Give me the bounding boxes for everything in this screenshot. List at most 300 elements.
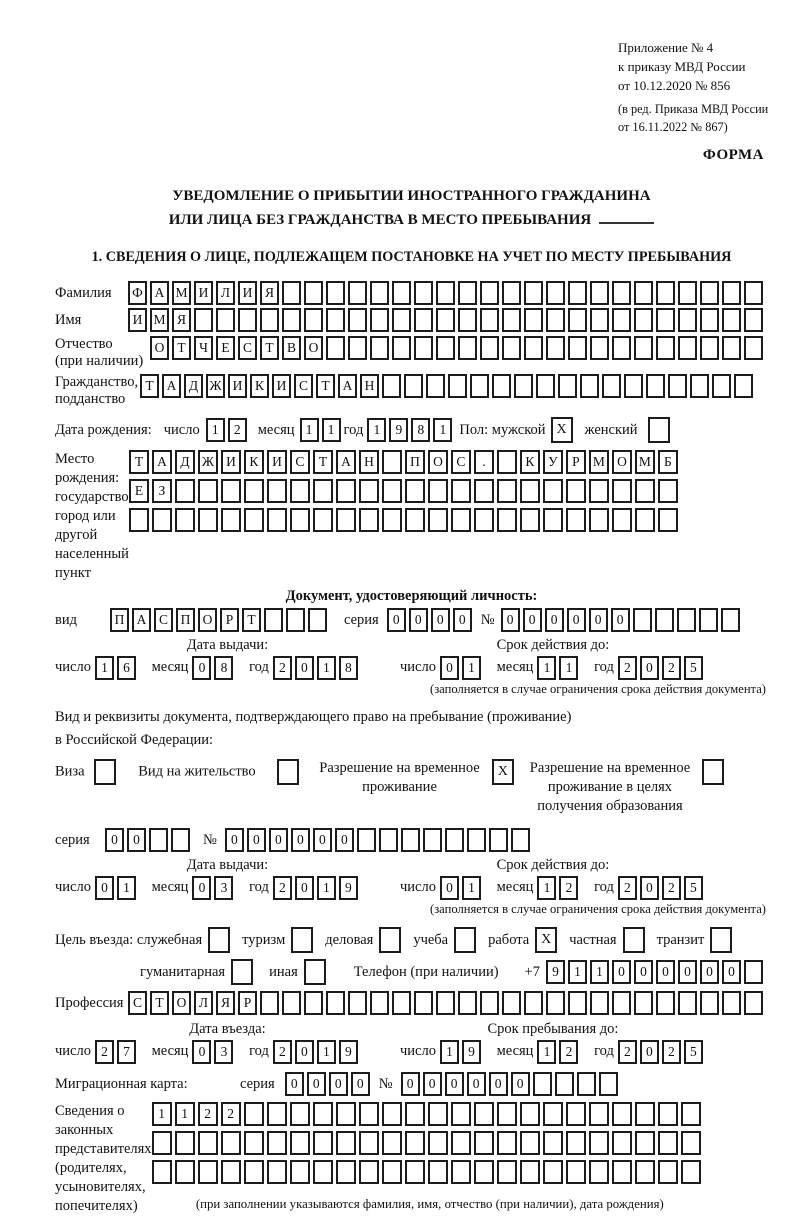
char-box[interactable]: 0 — [307, 1072, 326, 1096]
char-box[interactable] — [634, 991, 653, 1015]
char-box[interactable] — [700, 308, 719, 332]
char-box[interactable] — [744, 960, 763, 984]
char-box[interactable] — [448, 374, 467, 398]
char-box[interactable] — [221, 1160, 241, 1184]
char-box[interactable]: С — [238, 336, 257, 360]
char-box[interactable] — [382, 374, 401, 398]
char-box[interactable] — [656, 281, 675, 305]
char-box[interactable] — [382, 508, 402, 532]
char-box[interactable] — [474, 1160, 494, 1184]
char-box[interactable] — [492, 374, 511, 398]
char-box[interactable]: 2 — [221, 1102, 241, 1126]
char-box[interactable] — [511, 828, 530, 852]
char-box[interactable] — [722, 991, 741, 1015]
char-box[interactable]: И — [221, 450, 241, 474]
char-box[interactable]: К — [244, 450, 264, 474]
char-box[interactable] — [171, 828, 190, 852]
char-box[interactable]: 0 — [351, 1072, 370, 1096]
char-box[interactable] — [267, 1160, 287, 1184]
char-box[interactable]: 2 — [559, 876, 578, 900]
char-box[interactable] — [744, 308, 763, 332]
char-box[interactable] — [546, 336, 565, 360]
char-box[interactable] — [722, 308, 741, 332]
char-box[interactable]: М — [172, 281, 191, 305]
char-box[interactable]: 2 — [618, 656, 637, 680]
char-box[interactable] — [221, 1131, 241, 1155]
char-box[interactable] — [546, 281, 565, 305]
char-box[interactable] — [480, 308, 499, 332]
char-box[interactable]: 0 — [656, 960, 675, 984]
char-box[interactable]: Т — [150, 991, 169, 1015]
char-box[interactable]: 0 — [634, 960, 653, 984]
purpose-turizm-checkbox[interactable] — [291, 927, 313, 953]
char-box[interactable] — [423, 828, 442, 852]
char-box[interactable] — [326, 308, 345, 332]
char-box[interactable] — [451, 1102, 471, 1126]
char-box[interactable] — [290, 479, 310, 503]
char-box[interactable]: Л — [216, 281, 235, 305]
char-box[interactable]: О — [172, 991, 191, 1015]
char-box[interactable]: Т — [172, 336, 191, 360]
char-box[interactable] — [536, 374, 555, 398]
char-box[interactable] — [405, 1131, 425, 1155]
char-box[interactable]: И — [267, 450, 287, 474]
char-box[interactable]: Т — [140, 374, 159, 398]
char-box[interactable] — [382, 1160, 402, 1184]
char-box[interactable] — [392, 991, 411, 1015]
char-box[interactable]: 1 — [440, 1040, 459, 1064]
char-box[interactable] — [497, 1131, 517, 1155]
char-box[interactable]: 0 — [269, 828, 288, 852]
char-box[interactable]: 9 — [339, 1040, 358, 1064]
char-box[interactable]: С — [290, 450, 310, 474]
char-box[interactable] — [290, 508, 310, 532]
char-box[interactable] — [405, 1102, 425, 1126]
char-box[interactable] — [634, 308, 653, 332]
char-box[interactable] — [221, 479, 241, 503]
char-box[interactable] — [414, 991, 433, 1015]
char-box[interactable] — [744, 281, 763, 305]
char-box[interactable] — [612, 1102, 632, 1126]
char-box[interactable]: Т — [129, 450, 149, 474]
char-box[interactable] — [566, 1131, 586, 1155]
char-box[interactable]: 1 — [117, 876, 136, 900]
char-box[interactable]: А — [162, 374, 181, 398]
char-box[interactable] — [326, 991, 345, 1015]
char-box[interactable]: П — [405, 450, 425, 474]
char-box[interactable] — [244, 479, 264, 503]
char-box[interactable]: 1 — [95, 656, 114, 680]
char-box[interactable]: 8 — [214, 656, 233, 680]
char-box[interactable] — [244, 508, 264, 532]
char-box[interactable]: 9 — [389, 418, 408, 442]
char-box[interactable]: 0 — [453, 608, 472, 632]
char-box[interactable] — [566, 1102, 586, 1126]
char-box[interactable] — [700, 336, 719, 360]
char-box[interactable]: 1 — [206, 418, 225, 442]
char-box[interactable] — [129, 508, 149, 532]
char-box[interactable] — [313, 1160, 333, 1184]
char-box[interactable] — [520, 1102, 540, 1126]
temp-permit-checkbox[interactable]: X — [492, 759, 514, 785]
char-box[interactable] — [700, 281, 719, 305]
char-box[interactable] — [414, 308, 433, 332]
char-box[interactable]: Т — [313, 450, 333, 474]
char-box[interactable] — [458, 991, 477, 1015]
char-box[interactable] — [590, 308, 609, 332]
char-box[interactable]: Р — [566, 450, 586, 474]
char-box[interactable] — [589, 479, 609, 503]
char-box[interactable] — [700, 991, 719, 1015]
char-box[interactable]: 0 — [440, 656, 459, 680]
purpose-gumanitarnaya-checkbox[interactable] — [231, 959, 253, 985]
char-box[interactable] — [489, 828, 508, 852]
char-box[interactable] — [313, 508, 333, 532]
char-box[interactable] — [244, 1102, 264, 1126]
char-box[interactable]: 0 — [511, 1072, 530, 1096]
char-box[interactable] — [405, 479, 425, 503]
temp-edu-checkbox[interactable] — [702, 759, 724, 785]
char-box[interactable] — [566, 508, 586, 532]
char-box[interactable] — [566, 479, 586, 503]
char-box[interactable] — [326, 336, 345, 360]
char-box[interactable]: М — [150, 308, 169, 332]
char-box[interactable]: 2 — [273, 876, 292, 900]
char-box[interactable] — [357, 828, 376, 852]
char-box[interactable]: 1 — [559, 656, 578, 680]
char-box[interactable]: Ж — [198, 450, 218, 474]
char-box[interactable]: 0 — [467, 1072, 486, 1096]
char-box[interactable] — [336, 1131, 356, 1155]
char-box[interactable]: 0 — [335, 828, 354, 852]
char-box[interactable]: О — [428, 450, 448, 474]
char-box[interactable]: 1 — [433, 418, 452, 442]
char-box[interactable] — [681, 1160, 701, 1184]
char-box[interactable] — [744, 991, 763, 1015]
char-box[interactable] — [382, 479, 402, 503]
char-box[interactable] — [502, 336, 521, 360]
char-box[interactable] — [149, 828, 168, 852]
char-box[interactable]: 7 — [117, 1040, 136, 1064]
char-box[interactable] — [359, 479, 379, 503]
char-box[interactable]: 8 — [411, 418, 430, 442]
char-box[interactable] — [656, 336, 675, 360]
char-box[interactable]: К — [250, 374, 269, 398]
char-box[interactable] — [678, 308, 697, 332]
char-box[interactable] — [568, 281, 587, 305]
char-box[interactable]: 1 — [317, 876, 336, 900]
char-box[interactable] — [405, 1160, 425, 1184]
char-box[interactable] — [658, 508, 678, 532]
char-box[interactable] — [722, 336, 741, 360]
char-box[interactable] — [480, 281, 499, 305]
char-box[interactable] — [543, 1131, 563, 1155]
char-box[interactable] — [290, 1160, 310, 1184]
residence-checkbox[interactable] — [277, 759, 299, 785]
char-box[interactable]: 2 — [618, 1040, 637, 1064]
char-box[interactable]: А — [132, 608, 151, 632]
char-box[interactable] — [326, 281, 345, 305]
char-box[interactable] — [198, 1131, 218, 1155]
char-box[interactable] — [359, 1102, 379, 1126]
char-box[interactable] — [612, 1160, 632, 1184]
char-box[interactable] — [646, 374, 665, 398]
char-box[interactable]: Б — [658, 450, 678, 474]
char-box[interactable]: 1 — [462, 876, 481, 900]
char-box[interactable] — [590, 336, 609, 360]
char-box[interactable] — [436, 308, 455, 332]
char-box[interactable] — [267, 479, 287, 503]
char-box[interactable]: Н — [359, 450, 379, 474]
purpose-ucheba-checkbox[interactable] — [454, 927, 476, 953]
char-box[interactable] — [656, 308, 675, 332]
char-box[interactable] — [428, 479, 448, 503]
char-box[interactable] — [599, 1072, 618, 1096]
char-box[interactable] — [428, 1131, 448, 1155]
char-box[interactable]: 0 — [640, 1040, 659, 1064]
char-box[interactable] — [194, 308, 213, 332]
char-box[interactable]: 2 — [273, 656, 292, 680]
char-box[interactable]: 0 — [431, 608, 450, 632]
char-box[interactable] — [524, 308, 543, 332]
char-box[interactable] — [336, 1160, 356, 1184]
char-box[interactable]: 1 — [317, 1040, 336, 1064]
char-box[interactable]: 0 — [285, 1072, 304, 1096]
char-box[interactable] — [348, 991, 367, 1015]
char-box[interactable]: Р — [220, 608, 239, 632]
char-box[interactable]: И — [228, 374, 247, 398]
char-box[interactable] — [658, 1160, 678, 1184]
char-box[interactable] — [497, 479, 517, 503]
char-box[interactable] — [282, 308, 301, 332]
char-box[interactable] — [634, 281, 653, 305]
char-box[interactable] — [451, 508, 471, 532]
char-box[interactable] — [313, 1102, 333, 1126]
char-box[interactable] — [744, 336, 763, 360]
char-box[interactable] — [379, 828, 398, 852]
char-box[interactable] — [267, 1102, 287, 1126]
char-box[interactable] — [348, 281, 367, 305]
char-box[interactable] — [336, 508, 356, 532]
char-box[interactable]: С — [451, 450, 471, 474]
char-box[interactable] — [635, 479, 655, 503]
char-box[interactable] — [267, 508, 287, 532]
char-box[interactable]: 1 — [300, 418, 319, 442]
char-box[interactable] — [681, 1102, 701, 1126]
char-box[interactable] — [436, 281, 455, 305]
char-box[interactable] — [370, 991, 389, 1015]
char-box[interactable] — [568, 308, 587, 332]
char-box[interactable] — [497, 1102, 517, 1126]
char-box[interactable] — [175, 1131, 195, 1155]
char-box[interactable] — [635, 1160, 655, 1184]
char-box[interactable]: 0 — [225, 828, 244, 852]
char-box[interactable]: 0 — [291, 828, 310, 852]
char-box[interactable] — [286, 608, 305, 632]
char-box[interactable]: 0 — [678, 960, 697, 984]
char-box[interactable] — [308, 608, 327, 632]
char-box[interactable] — [612, 281, 631, 305]
char-box[interactable]: С — [294, 374, 313, 398]
sex-female-checkbox[interactable] — [648, 417, 670, 443]
char-box[interactable] — [260, 308, 279, 332]
char-box[interactable]: 1 — [537, 1040, 556, 1064]
char-box[interactable]: 2 — [559, 1040, 578, 1064]
char-box[interactable] — [524, 336, 543, 360]
char-box[interactable] — [543, 508, 563, 532]
char-box[interactable] — [633, 608, 652, 632]
char-box[interactable]: М — [635, 450, 655, 474]
char-box[interactable]: О — [612, 450, 632, 474]
char-box[interactable]: 1 — [537, 876, 556, 900]
char-box[interactable] — [370, 336, 389, 360]
char-box[interactable]: П — [110, 608, 129, 632]
char-box[interactable]: 0 — [501, 608, 520, 632]
char-box[interactable]: 0 — [295, 656, 314, 680]
char-box[interactable] — [612, 308, 631, 332]
char-box[interactable] — [359, 1131, 379, 1155]
char-box[interactable]: 0 — [445, 1072, 464, 1096]
char-box[interactable] — [520, 508, 540, 532]
char-box[interactable] — [514, 374, 533, 398]
char-box[interactable]: 1 — [152, 1102, 172, 1126]
char-box[interactable] — [589, 1102, 609, 1126]
char-box[interactable]: 1 — [537, 656, 556, 680]
char-box[interactable] — [566, 1160, 586, 1184]
char-box[interactable] — [655, 608, 674, 632]
char-box[interactable] — [458, 281, 477, 305]
char-box[interactable] — [348, 336, 367, 360]
char-box[interactable]: 0 — [192, 1040, 211, 1064]
char-box[interactable] — [458, 336, 477, 360]
char-box[interactable]: О — [304, 336, 323, 360]
char-box[interactable] — [198, 508, 218, 532]
char-box[interactable]: 1 — [367, 418, 386, 442]
char-box[interactable] — [524, 281, 543, 305]
char-box[interactable] — [392, 336, 411, 360]
char-box[interactable] — [699, 608, 718, 632]
char-box[interactable] — [290, 1131, 310, 1155]
char-box[interactable]: 1 — [322, 418, 341, 442]
char-box[interactable]: А — [336, 450, 356, 474]
char-box[interactable]: 9 — [339, 876, 358, 900]
char-box[interactable] — [392, 308, 411, 332]
char-box[interactable] — [612, 336, 631, 360]
char-box[interactable]: 0 — [440, 876, 459, 900]
char-box[interactable]: О — [150, 336, 169, 360]
char-box[interactable] — [577, 1072, 596, 1096]
char-box[interactable] — [555, 1072, 574, 1096]
char-box[interactable] — [304, 281, 323, 305]
char-box[interactable]: 2 — [95, 1040, 114, 1064]
char-box[interactable] — [543, 1102, 563, 1126]
char-box[interactable]: 1 — [568, 960, 587, 984]
char-box[interactable] — [405, 508, 425, 532]
char-box[interactable] — [290, 1102, 310, 1126]
char-box[interactable]: 0 — [95, 876, 114, 900]
char-box[interactable]: 0 — [489, 1072, 508, 1096]
char-box[interactable] — [589, 1160, 609, 1184]
char-box[interactable] — [635, 508, 655, 532]
char-box[interactable] — [304, 308, 323, 332]
char-box[interactable] — [678, 281, 697, 305]
char-box[interactable]: С — [154, 608, 173, 632]
char-box[interactable] — [635, 1102, 655, 1126]
char-box[interactable] — [612, 1131, 632, 1155]
char-box[interactable]: 3 — [214, 876, 233, 900]
char-box[interactable] — [612, 508, 632, 532]
char-box[interactable] — [359, 1160, 379, 1184]
char-box[interactable]: 0 — [545, 608, 564, 632]
char-box[interactable] — [533, 1072, 552, 1096]
char-box[interactable] — [568, 991, 587, 1015]
char-box[interactable] — [634, 336, 653, 360]
char-box[interactable] — [238, 308, 257, 332]
char-box[interactable] — [497, 508, 517, 532]
char-box[interactable]: 9 — [462, 1040, 481, 1064]
char-box[interactable]: И — [238, 281, 257, 305]
char-box[interactable] — [502, 308, 521, 332]
char-box[interactable]: А — [338, 374, 357, 398]
char-box[interactable]: 0 — [329, 1072, 348, 1096]
char-box[interactable] — [658, 1102, 678, 1126]
char-box[interactable] — [198, 479, 218, 503]
char-box[interactable] — [668, 374, 687, 398]
char-box[interactable]: Т — [242, 608, 261, 632]
char-box[interactable] — [428, 1102, 448, 1126]
char-box[interactable]: Р — [238, 991, 257, 1015]
char-box[interactable]: Я — [216, 991, 235, 1015]
char-box[interactable] — [267, 1131, 287, 1155]
char-box[interactable] — [264, 608, 283, 632]
char-box[interactable] — [590, 281, 609, 305]
char-box[interactable]: 0 — [589, 608, 608, 632]
char-box[interactable] — [658, 1131, 678, 1155]
char-box[interactable] — [681, 1131, 701, 1155]
purpose-tranzit-checkbox[interactable] — [710, 927, 732, 953]
char-box[interactable]: 0 — [423, 1072, 442, 1096]
char-box[interactable] — [370, 308, 389, 332]
char-box[interactable]: Т — [316, 374, 335, 398]
char-box[interactable]: А — [150, 281, 169, 305]
char-box[interactable]: Т — [260, 336, 279, 360]
char-box[interactable] — [678, 991, 697, 1015]
char-box[interactable] — [602, 374, 621, 398]
char-box[interactable]: 0 — [611, 608, 630, 632]
char-box[interactable] — [474, 479, 494, 503]
char-box[interactable]: А — [152, 450, 172, 474]
char-box[interactable] — [359, 508, 379, 532]
char-box[interactable]: 0 — [523, 608, 542, 632]
char-box[interactable]: 0 — [567, 608, 586, 632]
char-box[interactable] — [502, 991, 521, 1015]
char-box[interactable] — [382, 1131, 402, 1155]
char-box[interactable] — [451, 479, 471, 503]
char-box[interactable] — [382, 1102, 402, 1126]
purpose-delovaya-checkbox[interactable] — [379, 927, 401, 953]
char-box[interactable]: 0 — [401, 1072, 420, 1096]
char-box[interactable]: 3 — [214, 1040, 233, 1064]
char-box[interactable]: Л — [194, 991, 213, 1015]
char-box[interactable] — [426, 374, 445, 398]
char-box[interactable] — [336, 479, 356, 503]
char-box[interactable] — [502, 281, 521, 305]
char-box[interactable] — [635, 1131, 655, 1155]
char-box[interactable]: Ф — [128, 281, 147, 305]
char-box[interactable]: 0 — [127, 828, 146, 852]
sex-male-checkbox[interactable]: X — [551, 417, 573, 443]
char-box[interactable]: 0 — [247, 828, 266, 852]
